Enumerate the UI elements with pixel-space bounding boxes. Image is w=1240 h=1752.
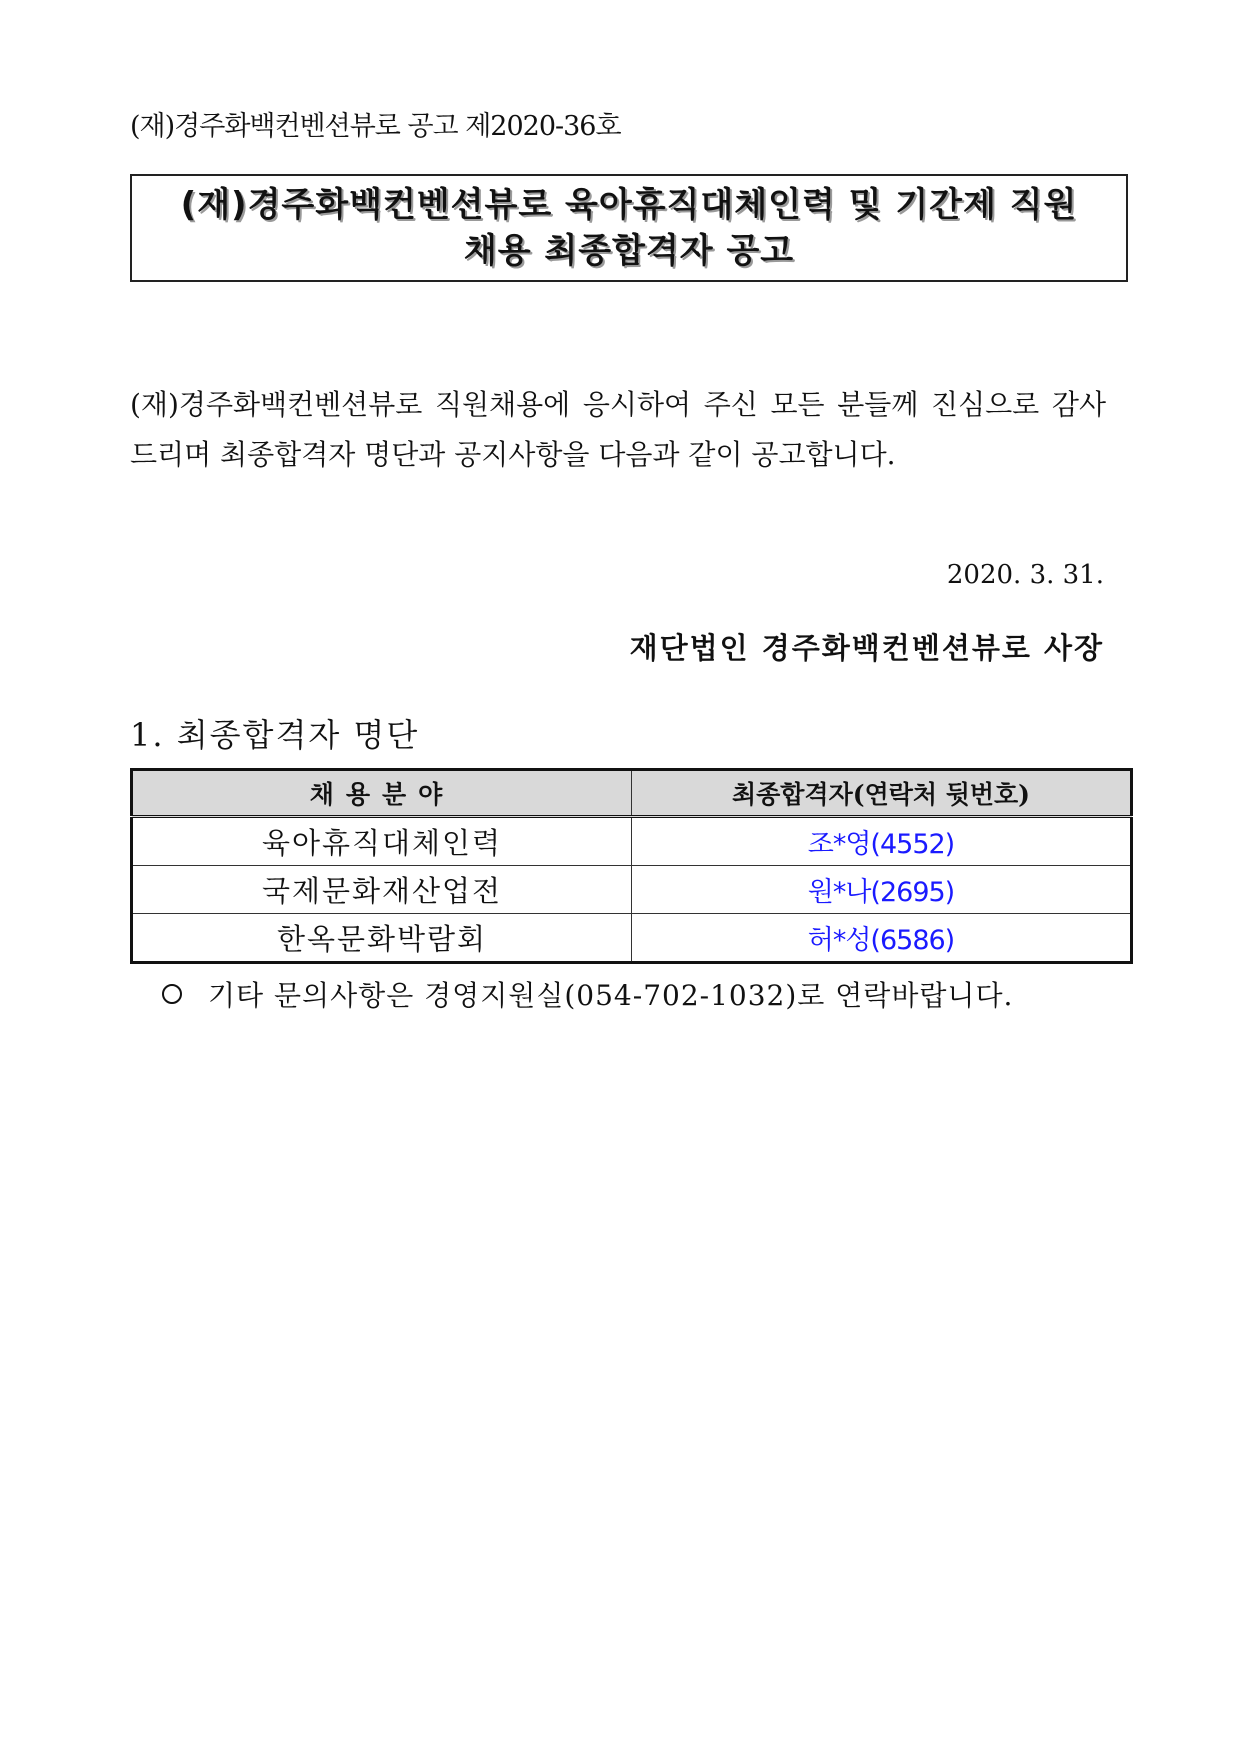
title-line-2: 채용 최종합격자 공고 — [463, 231, 795, 271]
table-row — [132, 817, 1132, 866]
issuer-name: 재단법인 경주화백컨벤션뷰로 사장 — [629, 631, 1104, 665]
table-row — [132, 866, 1132, 914]
document-number: (재)경주화백컨벤션뷰로 공고 제2020-36호 — [130, 111, 621, 142]
final-candidates-table — [130, 768, 1133, 964]
table-header-row — [132, 770, 1132, 817]
candidate-cell: 원*나(2695) — [632, 866, 1132, 914]
section-heading-final-list: 1. 최종합격자 명단 — [130, 716, 420, 754]
field-cell: 국제문화재산업전 — [132, 866, 632, 914]
header-recruitment-field: 채용분야 — [132, 770, 632, 817]
inquiry-text: 기타 문의사항은 경영지원실(054-702-1032)로 연락바랍니다. — [208, 979, 1014, 1012]
circle-bullet-icon — [162, 984, 182, 1004]
intro-paragraph: (재)경주화백컨벤션뷰로 직원채용에 응시하여 주신 모든 분들께 진심으로 감사드리며 최종합격자 명단과 공지사항을 다음과 같이 공고합니다. — [130, 388, 1106, 471]
candidate-cell: 허*성(6586) — [632, 914, 1132, 963]
header-final-candidate: 최종합격자(연락처 뒷번호) — [632, 770, 1132, 817]
candidate-cell: 조*영(4552) — [632, 817, 1132, 866]
title-line-1: (재)경주화백컨벤션뷰로 육아휴직대체인력 및 기간제 직원 — [180, 185, 1078, 225]
table-row — [132, 914, 1132, 963]
field-cell: 육아휴직대체인력 — [132, 817, 632, 866]
announcement-date: 2020. 3. 31. — [946, 560, 1104, 590]
title-box — [130, 174, 1128, 282]
field-cell: 한옥문화박람회 — [132, 914, 632, 963]
inquiry-note — [162, 974, 1013, 1014]
